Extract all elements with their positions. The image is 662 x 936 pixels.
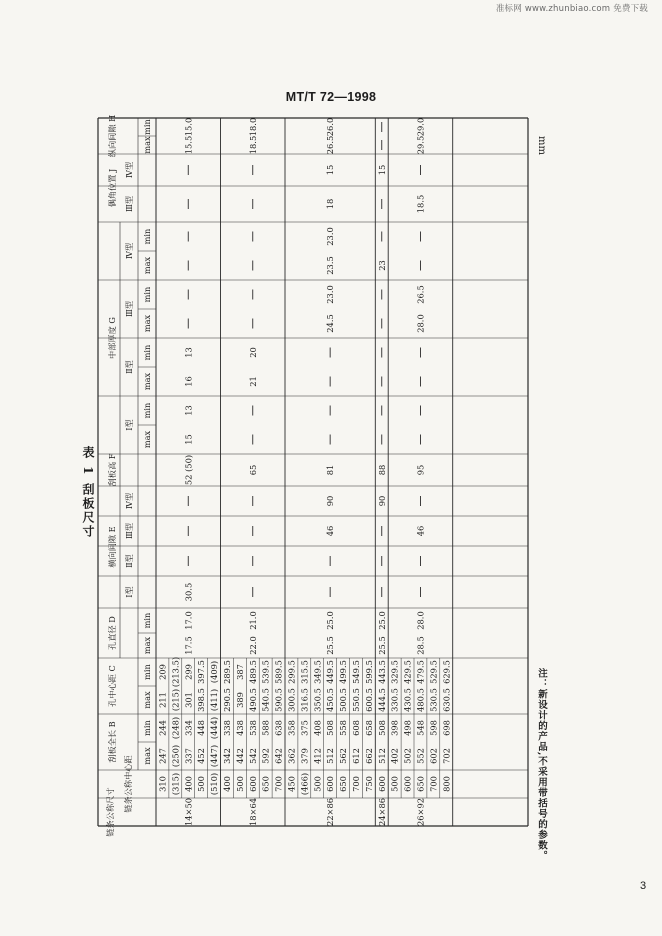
C-max-value: 500.5 (338, 688, 349, 712)
header-G: 中部厚度 G (107, 317, 117, 359)
H-max-value: 18.5 (247, 135, 258, 155)
chain-spec-value: 14×50 (183, 797, 194, 827)
H-max-value: 15.5 (183, 135, 194, 155)
header-C: 孔中心距 C (107, 665, 117, 707)
G2-min-value: 20 (247, 347, 258, 358)
J4-value: 15 (325, 164, 336, 176)
E4-value: 90 (325, 495, 336, 507)
header-D: 孔直径 D (107, 616, 117, 650)
H-min-value: 15.0 (183, 117, 194, 137)
pitch-value: 650 (260, 776, 271, 792)
C-min-value: 315.5 (299, 660, 310, 684)
C-max-value: 290.5 (221, 688, 232, 712)
header-C-min: min (142, 664, 152, 680)
header-pitch: 链条公称中心距 (123, 755, 133, 813)
D-max-value: 25.5 (376, 636, 387, 655)
pitch-value: 400 (183, 776, 194, 792)
C-min-value: 479.5 (415, 660, 426, 684)
C-max-value: 550.5 (350, 688, 361, 712)
G3-min-value: 23.0 (325, 285, 336, 304)
C-max-value: 389 (234, 692, 245, 708)
page-number: 3 (640, 880, 647, 892)
B-max-value: 402 (389, 748, 400, 764)
header-C-max: max (142, 691, 152, 709)
unit-label: mm (536, 136, 547, 155)
B-max-value: 552 (415, 748, 426, 764)
B-max-value: 412 (312, 748, 323, 764)
header-E2-type: Ⅱ型 (124, 554, 134, 568)
pitch-value: 500 (389, 776, 400, 792)
C-min-value: 329.5 (389, 660, 400, 684)
G3-max-value: 24.5 (325, 314, 336, 333)
header-E4-type: Ⅳ型 (124, 492, 134, 510)
D-min-value: 21.0 (247, 611, 258, 630)
C-max-value: 430.5 (402, 688, 413, 712)
C-min-value: 387 (234, 664, 245, 680)
B-max-value: 642 (273, 748, 284, 764)
B-max-value: 592 (260, 748, 271, 764)
C-max-value: 600.5 (363, 688, 374, 712)
pitch-value: 700 (350, 776, 361, 792)
G4-max-value: 23 (376, 260, 387, 271)
pitch-value: (315) (170, 772, 181, 796)
B-min-value: (248) (170, 716, 181, 740)
B-min-value: 498 (402, 720, 413, 736)
header-F: 刮板高 F (107, 453, 117, 487)
B-max-value: (447) (209, 744, 220, 768)
C-max-value: 211 (157, 692, 168, 708)
C-max-value: 300.5 (286, 688, 297, 712)
C-max-value: (411) (209, 688, 220, 712)
B-min-value: 508 (325, 720, 336, 736)
C-min-value: 443.5 (376, 660, 387, 684)
chain-spec-value: 22×86 (325, 797, 336, 827)
B-min-value: 448 (196, 720, 207, 736)
F-value: 95 (415, 464, 426, 476)
pitch-value: 500 (234, 776, 245, 792)
B-min-value: 398 (389, 720, 400, 736)
B-max-value: 602 (428, 748, 439, 764)
C-max-value: 330.5 (389, 688, 400, 712)
B-min-value: 698 (441, 720, 452, 736)
C-min-value: (409) (209, 660, 220, 684)
pitch-value: 500 (312, 776, 323, 792)
C-max-value: 301 (183, 692, 194, 708)
B-max-value: (250) (170, 744, 181, 768)
E1-value: 30.5 (183, 582, 194, 602)
header-G2-max: max (142, 372, 152, 391)
header-E3-type: Ⅲ型 (124, 522, 134, 540)
B-max-value: 342 (221, 748, 232, 764)
G4-max-value: 23.5 (325, 256, 336, 275)
pitch-value: 650 (415, 776, 426, 792)
table-title: 表 1 刮板尺寸 (81, 446, 95, 539)
C-min-value: 629.5 (441, 660, 452, 684)
B-min-value: 588 (260, 720, 271, 736)
pitch-value: (466) (299, 772, 310, 796)
B-min-value: 358 (286, 720, 297, 736)
header-H: 纵向间隙 H (107, 114, 117, 158)
B-min-value: 548 (415, 720, 426, 736)
D-max-value: 25.5 (325, 636, 336, 655)
table-note: 注：新设计的产品,不采用带括号的参数。 (536, 668, 547, 862)
B-min-value: 608 (350, 720, 361, 736)
header-G2-type: Ⅱ型 (124, 360, 134, 374)
H-min-value: 29.0 (415, 117, 426, 137)
C-min-value: 209 (157, 664, 168, 680)
header-H-max: max (142, 136, 152, 154)
D-min-value: 25.0 (376, 611, 387, 630)
B-min-value: 598 (428, 720, 439, 736)
header-E: 横向间隙 E (107, 526, 117, 568)
G3-min-value: 26.5 (415, 285, 426, 304)
B-min-value: 558 (338, 720, 349, 736)
C-min-value: (213.5) (170, 656, 181, 688)
B-min-value: (444) (209, 716, 220, 740)
header-J: 偶角位置 J (107, 168, 117, 208)
header-G4-max: max (142, 256, 152, 275)
B-max-value: 562 (338, 748, 349, 764)
watermark: 准标网 www.zhunbiao.com 免费下载 (495, 4, 648, 14)
header-H-min: min (142, 119, 152, 135)
J3-value: 18 (325, 198, 336, 210)
G1-min-value: 13 (183, 405, 194, 416)
C-max-value: 540.5 (260, 688, 271, 712)
header-G3-type: Ⅲ型 (124, 300, 134, 318)
F-value: 65 (247, 464, 258, 476)
C-min-value: 599.5 (363, 660, 374, 684)
E3-value: 46 (415, 525, 426, 537)
B-min-value: 638 (273, 720, 284, 736)
header-G3-min: min (142, 286, 152, 303)
pitch-value: (510) (209, 772, 220, 796)
document-header: MT/T 72—1998 (285, 90, 377, 104)
header-G4-min: min (142, 228, 152, 245)
F-value: 81 (325, 464, 336, 476)
C-min-value: 449.5 (325, 660, 336, 684)
header-J3-type: Ⅲ型 (124, 195, 134, 213)
header-G4-type: Ⅳ型 (124, 242, 134, 260)
B-min-value: 375 (299, 720, 310, 736)
header-D-min: min (142, 612, 152, 629)
B-max-value: 662 (363, 748, 374, 764)
C-min-value: 289.5 (221, 660, 232, 684)
D-max-value: 17.5 (183, 636, 194, 655)
pitch-value: 650 (338, 776, 349, 792)
C-min-value: 397.5 (196, 660, 207, 684)
B-max-value: 362 (286, 748, 297, 764)
chain-spec-value: 26×92 (415, 797, 426, 827)
D-max-value: 28.5 (415, 636, 426, 655)
G1-max-value: 15 (183, 434, 194, 445)
G2-min-value: 13 (183, 347, 194, 358)
H-min-value: 18.0 (247, 117, 258, 137)
B-max-value: 702 (441, 748, 452, 764)
B-max-value: 612 (350, 748, 361, 764)
pitch-value: 500 (196, 776, 207, 792)
header-G1-max: max (142, 430, 152, 449)
C-max-value: 590.5 (273, 688, 284, 712)
F-value: 88 (376, 464, 387, 476)
pitch-value: 400 (221, 776, 232, 792)
C-max-value: (215) (170, 688, 181, 712)
D-min-value: 17.0 (183, 611, 194, 630)
G2-max-value: 21 (247, 376, 258, 387)
B-max-value: 379 (299, 748, 310, 764)
C-min-value: 539.5 (260, 660, 271, 684)
G3-max-value: 28.0 (415, 314, 426, 333)
header-B-min: min (142, 720, 152, 736)
B-max-value: 337 (183, 748, 194, 764)
G4-min-value: 23.0 (325, 227, 336, 246)
header-D-max: max (142, 636, 152, 655)
B-min-value: 334 (183, 720, 194, 736)
C-min-value: 299 (183, 664, 194, 680)
C-min-value: 549.5 (350, 660, 361, 684)
D-min-value: 25.0 (325, 611, 336, 630)
C-min-value: 499.5 (338, 660, 349, 684)
pitch-value: 450 (286, 776, 297, 792)
header-G1-type: Ⅰ型 (124, 419, 134, 431)
C-max-value: 398.5 (196, 688, 207, 712)
D-max-value: 22.0 (247, 636, 258, 655)
B-min-value: 508 (376, 720, 387, 736)
B-min-value: 244 (157, 720, 168, 736)
B-max-value: 512 (376, 748, 387, 764)
pitch-value: 600 (376, 776, 387, 792)
C-max-value: 444.5 (376, 688, 387, 712)
header-G3-max: max (142, 314, 152, 333)
C-min-value: 589.5 (273, 660, 284, 684)
C-max-value: 350.5 (312, 688, 323, 712)
C-min-value: 429.5 (402, 660, 413, 684)
C-max-value: 530.5 (428, 688, 439, 712)
chain-spec-value: 24×86 (376, 797, 387, 827)
B-min-value: 438 (234, 720, 245, 736)
B-min-value: 538 (247, 720, 258, 736)
H-max-value: 26.5 (325, 135, 336, 155)
pitch-value: 750 (363, 776, 374, 792)
C-max-value: 480.5 (415, 688, 426, 712)
header-B: 刮板全长 B (107, 721, 117, 763)
C-min-value: 299.5 (286, 660, 297, 684)
pitch-value: 600 (247, 776, 258, 792)
C-max-value: 450.5 (325, 688, 336, 712)
H-min-value: 26.0 (325, 117, 336, 137)
B-max-value: 247 (157, 748, 168, 764)
pitch-value: 800 (441, 776, 452, 792)
F-value: 52 (50) (183, 454, 194, 486)
C-min-value: 349.5 (312, 660, 323, 684)
E3-value: 46 (325, 525, 336, 537)
J4-value: 15 (376, 164, 387, 176)
C-min-value: 489.5 (247, 660, 258, 684)
header-E1-type: Ⅰ型 (124, 586, 134, 598)
pitch-value: 600 (325, 776, 336, 792)
B-min-value: 658 (363, 720, 374, 736)
D-min-value: 28.0 (415, 611, 426, 630)
E4-value: 90 (376, 495, 387, 507)
B-max-value: 452 (196, 748, 207, 764)
B-max-value: 442 (234, 748, 245, 764)
G2-max-value: 16 (183, 376, 194, 387)
C-max-value: 316.5 (299, 688, 310, 712)
header-J4-type: Ⅳ型 (124, 161, 134, 179)
B-max-value: 512 (325, 748, 336, 764)
header-chain-spec: 链条公称尺寸 (105, 787, 115, 837)
pitch-value: 600 (402, 776, 413, 792)
J3-value: 18.5 (415, 194, 426, 214)
B-min-value: 338 (221, 720, 232, 736)
header-G1-min: min (142, 402, 152, 419)
C-max-value: 630.5 (441, 688, 452, 712)
header-G2-min: min (142, 344, 152, 361)
C-min-value: 529.5 (428, 660, 439, 684)
chain-spec-value: 18×64 (247, 797, 258, 827)
B-max-value: 542 (247, 748, 258, 764)
C-max-value: 490.5 (247, 688, 258, 712)
pitch-value: 700 (273, 776, 284, 792)
B-max-value: 502 (402, 748, 413, 764)
pitch-value: 700 (428, 776, 439, 792)
H-max-value: 29.5 (415, 135, 426, 155)
B-min-value: 408 (312, 720, 323, 736)
header-B-max: max (142, 747, 152, 765)
pitch-value: 310 (157, 776, 168, 792)
